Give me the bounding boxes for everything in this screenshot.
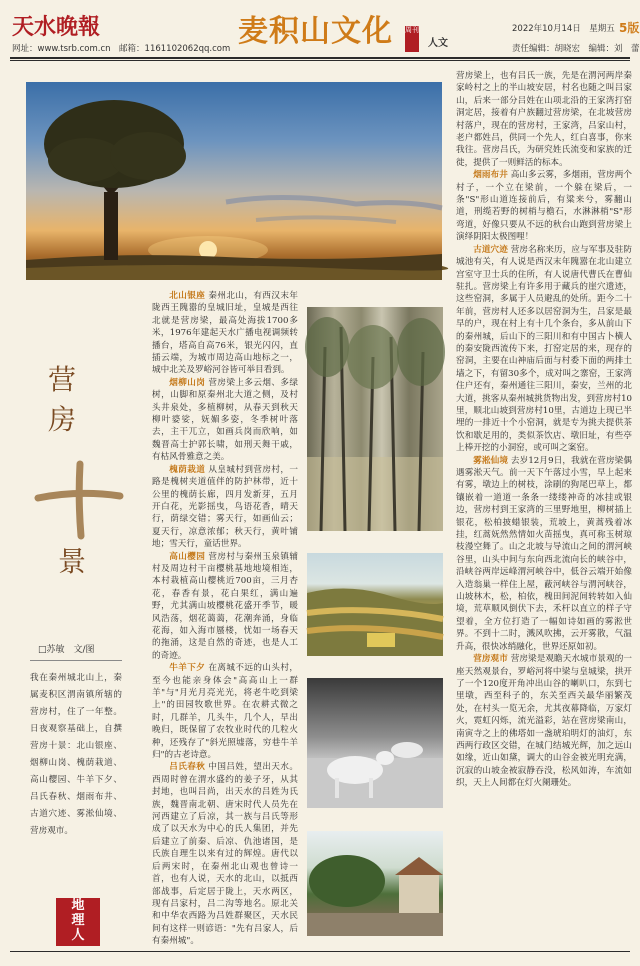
paragraph-lead: 槐荫栽道 — [169, 464, 206, 475]
paragraph — [152, 551, 298, 663]
footer-rule — [10, 951, 630, 952]
paragraph — [456, 244, 632, 455]
paragraph-text: 高山多云雾，多烟雨，营房两个村子，一个立在梁前，一个躲在梁后，一条"S"形山道连接前后，有粱来兮，雾翻山道，刑缆若野的树梢与檐石，水淋淋梢"S"形弯道，好像只要从不远的秋台山跑到营房梁上演绎阴阳太极图哩！ — [456, 170, 632, 243]
sunset-tree-illustration — [26, 82, 442, 280]
paragraph-text: 在离城不远的山头村，至今也能亲身体会"高高山上一群羊"与"月光月亮光光，将老牛吃到梁上"的田园牧歌世界。在农耕式微之时，几群羊，几头牛，几个人，早出晚归，既保留了农牧业时代的几粒火种，还残存了"斜光照墟落，穷巷牛羊归"的古老诗意。 — [152, 663, 298, 761]
paragraph-text: 营房村与秦州玉泉镇辅村及周边村干亩樱桃基地地境相连，本村栽植高山樱桃近700亩，三月杏花，春香有景，花白果红，满山遍野，尤其满山坡樱桃花盛开季节，暖风浩荡，烟花蔼蔼，花潮奔涌，身临花海，如入海市蜃楼，忧如一场春天的拖涌，这是自然的奇迹，也是人工的奇迹。 — [152, 551, 298, 661]
paragraph-text: 去岁12月9日，我就在营房梁偶遇雾淞天气。前一天下午落过小雪，早上起来有雾，墩边上的树枝，涂刷的狗尾巴草上，都镶嵌着一道道一条条一缕缕神奇的冰挂或银边，营房村到王家湾的三里野地里，柳树插上银花，松柏披蜡银装，荒坡上，黄蒿残着冰挂，红蒿妩然然情如火苗摇曳，真可称玉树琼枝漫空舞了。山之北坡与导流山之间的渭河峡谷里，山头中间与东向西北流向长的峡谷中，沿峡谷两岸远峰渭河峡谷中，低谷云端开始像入造翁巢一样住上屋，蔽河峡谷与渭河峡谷，山坡林木，松，柏依，槐田间泥间转转如入仙境，荒草顺风倒伏下去，禾杆以直立的样子守望着，全方位打造了一幅如诗如画的雾淞世界。不到十二时，溅风吹拂，云开雾散，气温升高，很快冰绡融化，世界还原如初。 — [456, 455, 632, 652]
paragraph — [152, 377, 298, 464]
paragraph-text: 营房梁上多云烟、多绿树，山脚和原秦州北大道之侧，及村头井泉处，多植柳树，从春天到秋天柳叶婆娑，妩媚多姿，冬季树叶落去，主干兀立，如画兵岗而欣响，如魏晋高士护郭长啸，如刑天舞干戚，有枯风骨雅意之美。 — [152, 377, 298, 463]
paragraph — [456, 653, 632, 789]
header-rule — [10, 57, 630, 59]
paragraph-lead: 营房观市 — [473, 654, 508, 665]
paragraph — [152, 662, 298, 761]
section-label: 人文 — [428, 38, 448, 49]
photo-village — [307, 831, 443, 936]
paragraph-text: 秦州北山，有西汉末年陇西王隗嚣的皇城旧址，皇城是西往北就是营房梁，最高处海拔1700多米，1976年建起天水广播电视调频转播台，塔高自高76米，银光闪闪，直插云端，为城市周边高山地标之一，城中北关及罗峪河谷皆可举目看到。 — [152, 291, 298, 376]
paragraph-lead: 烟柳山岗 — [169, 377, 206, 388]
village-illustration — [307, 831, 443, 936]
brand-tag: 周刊 — [405, 26, 419, 52]
photo-goats — [307, 678, 443, 808]
paragraph — [456, 70, 632, 169]
paragraph-lead: 吕氏春秋 — [169, 762, 206, 773]
paragraph — [152, 290, 298, 377]
stamp-char: 理 — [71, 913, 85, 928]
paragraph — [456, 455, 632, 654]
article-column-left — [152, 290, 298, 947]
title-ten-glyph — [34, 460, 124, 540]
supplement-brand: 麦积山文化 — [238, 14, 393, 49]
paragraph-text: 营房梁是观瞻天水城市景观的一座天然观景台，罗峪河将中梁与皇城梁，拱开了一个120度开角冲出山谷的喇叭口，东到七里墩，西至科子的，东关至西关最华丽繁茂处，在村头一览无余，尤其夜幕降临，万家灯火，霓虹闪烁，流光溢彩，站在营房梁南山，南寅寺之上的佛塔如一盏琥珀明灯的油灯，东西两行政区交错，在城门结城光辉，加之远山如缘，近山如黛，调大的山谷金被光明充满，沉寂的山坡金被寂静吞没，松风如涛，车流如织，天上人间都在灯火阑珊处。 — [456, 654, 632, 789]
photo-sunset-tree — [26, 82, 442, 280]
editor-credits: 责任编辑：胡晓宏 编辑：刘 蕾 — [512, 44, 640, 54]
trees-illustration — [307, 307, 443, 531]
photo-locust-trees — [307, 307, 443, 531]
paragraph-text: 从皇城村到营房村，一路是槐树夹道值伴的防护林带，近十公里的槐荫长廊，四月发新芽，五月开白花，光影摇曳，鸟语花香，晴天行，荫绿交错；雾天行，如画仙云；夏天行，凉意浓郁；秋天行，黄叶铺地；雪天行，童话世界。 — [152, 464, 298, 550]
paragraph-text: 营房梁上，也有吕氏一族，先是在渭河两岸秦家岭村之上的半山坡安居，村名也随之叫吕家山，后来一部分吕姓在山项北沿的王家湾打窑洞定居，接着有户族翻过营房梁，在北坡营房村落户，现在的营房村，王家湾，吕家山村，老户都姓吕，供同一个先人，红白喜事，你来我往。营房吕氏，为研究姓氏流变和家族的迁徙，提供了一则鲜活的标本。 — [456, 71, 632, 168]
title-ten-text — [34, 460, 124, 540]
paragraph-lead: 烟雨布井 — [473, 170, 508, 181]
paragraph-text: 中国吕姓，望出天水。西周时曾在渭水盛约的姜子牙，从其封地，也叫吕尚，出天水的吕姓为氏族，魏晋南北朝、唐宋时代人员先在河西建立了后凉，其一族与吕氏等形成了以天水为中心的氏人集团，并先后建立了前秦、后凉、仇池诸国，是氏族自理生以来有过的辉煌。唐代以后两宋时，在秦州北山观也曾诗一首，也有人说，天水的北山，以抵西部战事，后定居于陇上，天水两区，现有吕家村，吕二沟等地名。原北关和中华农西路为吕姓群聚区，天水民间有这样一则谚语："先有吕家人，后有秦州城"。 — [152, 762, 298, 947]
paragraph-lead: 高山樱园 — [169, 551, 206, 562]
byline-divider — [30, 660, 122, 661]
page-number: 5版 — [619, 21, 640, 35]
stamp-char: 人 — [71, 928, 85, 943]
intro-text: 我在秦州城北山上，秦属麦积区渭南镇所辖的营房村，住了一年整。日夜观察基础上，自撰营房十景：北山银座、烟柳山岗、槐荫栽道、高山樱园、牛羊下夕、吕氏春秋、烟雨布井、古道穴迹、雾淞仙境、营房观市。 — [30, 673, 122, 836]
byline: □苏敏 文/图 — [38, 645, 95, 655]
paragraph-lead: 雾淞仙境 — [473, 455, 509, 466]
header-rule-thin — [10, 60, 630, 61]
website-line: 网址：www.tsrb.com.cn 邮箱：1161102062qq.com — [12, 44, 231, 54]
issue-date: 2022年10月14日 星期五 — [512, 24, 615, 34]
paragraph-lead: 古道穴迹 — [473, 244, 508, 255]
stamp-char: 地 — [71, 898, 85, 913]
paragraph-text: 营房名称来历，应与军事及驻防城池有关，有人说是西汉末年隗嚣在北山建立宫室守卫士兵的住所，有人说唐代曹氏在曹仙驻扎。营房梁上有许多用于藏兵的崖穴遗迹，这些窑洞，多属于人员避乱的处所。距今二十年前，营房村人还多以居窑洞为生，吕家是最早的户，现在村上有十几个条台，多从前山下的秦州城，后山下的三阳川和有中国古卜横人的秦安陇西流传下来，打窑定居的来，现存的窑洞，主要在山神庙后面与村委下面的两排土墙之下，有留30多个，成对叫之寨窑，王家湾住户还有，秦州通往三阳川，秦安，兰州的北大道，挑客从秦州城挑货物出发，到营房村10里，顺北山坡到营房村10里，古道边上现已半埋的一排近十个小窑洞，就是专为挑夫提供茶饮和歇足用的，类似茶饮店、墩旧址，有些亭上棒开挖的小洞窑，或可叫之案窑。 — [456, 244, 632, 454]
article-column-right — [456, 70, 632, 940]
newspaper-logo: 天水晚報 — [12, 14, 101, 40]
paragraph-lead: 牛羊下夕 — [169, 663, 206, 674]
photo-terraced-hills — [307, 553, 443, 656]
column-stamp-logo — [56, 898, 100, 946]
terrace-illustration — [307, 553, 443, 656]
goats-illustration — [307, 678, 443, 808]
title-jing: 景 — [58, 545, 87, 578]
paragraph — [456, 169, 632, 243]
paragraph — [152, 464, 298, 551]
paragraph-lead: 北山银座 — [169, 291, 206, 301]
paragraph — [152, 761, 298, 947]
title-yingfang: 营房 — [48, 363, 77, 436]
